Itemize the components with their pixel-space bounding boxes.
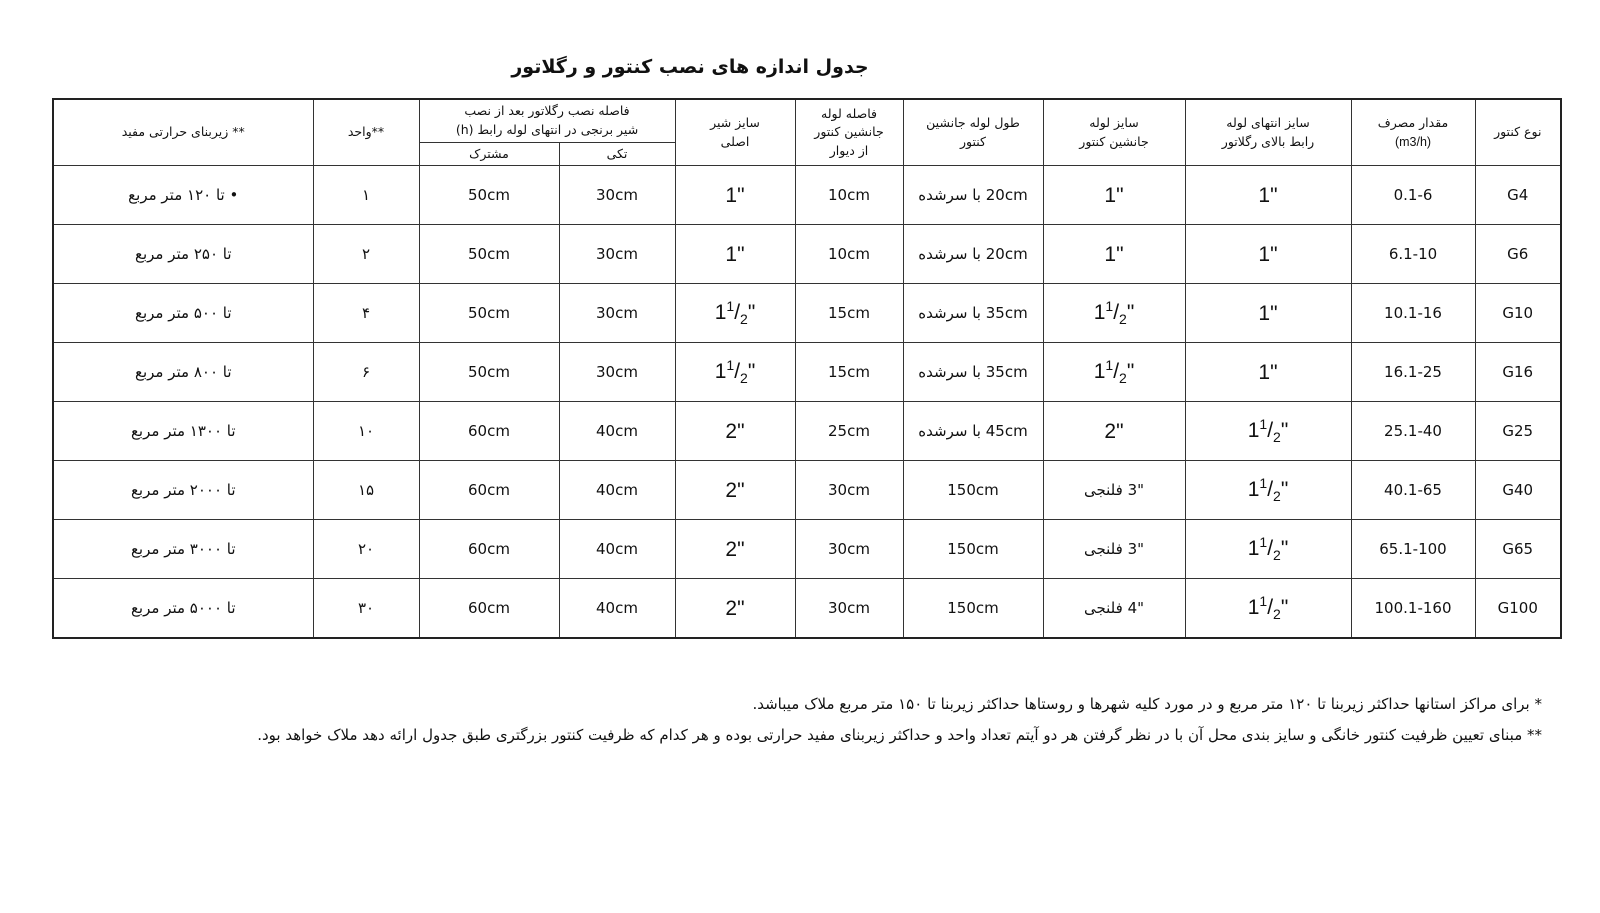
cell-units: ۲ — [313, 225, 419, 284]
cell-area: تا ۲۵۰ متر مربع — [53, 225, 313, 284]
cell-single-distance: 40cm — [559, 579, 675, 639]
cell-substitute-pipe-size: $1^1/_2$" — [1043, 343, 1185, 402]
cell-substitute-pipe-length: 150cm — [903, 461, 1043, 520]
cell-substitute-pipe-length: 150cm — [903, 579, 1043, 639]
cell-units: ۱۵ — [313, 461, 419, 520]
cell-substitute-pipe-length: 150cm — [903, 520, 1043, 579]
cell-main-valve-size: 1" — [675, 225, 795, 284]
cell-consumption: 6.1-10 — [1351, 225, 1475, 284]
note-2: ** مبنای تعیین ظرفیت کنتور خانگی و سایز بندی محل آن با در نظر گرفتن هر دو آیتم تعداد واحد و حداکثر زیربنای مفید حرارتی بوده و هر کدام که ظرفیت کنتور بزرگتری طبق جدول ارائه دهد ملاک خواهد بود. — [257, 726, 1542, 745]
header-single: تکی — [559, 142, 675, 166]
cell-shared-distance: 50cm — [419, 343, 559, 402]
cell-regulator-pipe-size: 1" — [1185, 343, 1351, 402]
cell-substitute-pipe-length: 20cm با سرشده — [903, 225, 1043, 284]
cell-wall-distance: 15cm — [795, 284, 903, 343]
cell-shared-distance: 50cm — [419, 166, 559, 225]
cell-consumption: 40.1-65 — [1351, 461, 1475, 520]
cell-substitute-pipe-size: "4 فلنجی — [1043, 579, 1185, 639]
cell-single-distance: 30cm — [559, 343, 675, 402]
header-shared: مشترک — [419, 142, 559, 166]
cell-regulator-pipe-size: $1^1/_2$" — [1185, 579, 1351, 639]
header-meter-type: نوع کنتور — [1475, 99, 1561, 166]
table-row — [53, 579, 1561, 639]
cell-units: ۱ — [313, 166, 419, 225]
note-1: * برای مراکز استانها حداکثر زیربنا تا ۱۲۰ متر مربع و در مورد کلیه شهرها و روستاها حداکثر زیربنا تا ۱۵۰ متر مربع ملاک میباشد. — [752, 695, 1542, 713]
cell-area: تا ۵۰۰ متر مربع — [53, 284, 313, 343]
cell-single-distance: 30cm — [559, 166, 675, 225]
cell-regulator-pipe-size: 1" — [1185, 225, 1351, 284]
cell-regulator-pipe-size: 1" — [1185, 284, 1351, 343]
cell-consumption: 100.1-160 — [1351, 579, 1475, 639]
cell-regulator-pipe-size: 1" — [1185, 166, 1351, 225]
cell-wall-distance: 15cm — [795, 343, 903, 402]
cell-substitute-pipe-length: 35cm با سرشده — [903, 284, 1043, 343]
cell-substitute-pipe-size: 1" — [1043, 225, 1185, 284]
cell-substitute-pipe-size: "3 فلنجی — [1043, 520, 1185, 579]
cell-wall-distance: 25cm — [795, 402, 903, 461]
header-main-valve-size: سایز شیر اصلی — [675, 99, 795, 166]
cell-consumption: 25.1-40 — [1351, 402, 1475, 461]
cell-regulator-pipe-size: $1^1/_2$" — [1185, 461, 1351, 520]
cell-area: تا ۱۳۰۰ متر مربع — [53, 402, 313, 461]
cell-wall-distance: 10cm — [795, 225, 903, 284]
header-substitute-pipe-size: سایز لوله جانشین کنتور — [1043, 99, 1185, 166]
cell-single-distance: 30cm — [559, 225, 675, 284]
cell-substitute-pipe-length: 45cm با سرشده — [903, 402, 1043, 461]
cell-consumption: 16.1-25 — [1351, 343, 1475, 402]
header-row-1 — [53, 99, 1561, 142]
meter-installation-table — [52, 98, 1562, 639]
cell-meter-type: G10 — [1475, 284, 1561, 343]
cell-wall-distance: 30cm — [795, 461, 903, 520]
cell-units: ۴ — [313, 284, 419, 343]
cell-substitute-pipe-size: "3 فلنجی — [1043, 461, 1185, 520]
cell-meter-type: G6 — [1475, 225, 1561, 284]
cell-area: • تا ۱۲۰ متر مربع — [53, 166, 313, 225]
cell-substitute-pipe-size: $1^1/_2$" — [1043, 284, 1185, 343]
cell-units: ۱۰ — [313, 402, 419, 461]
cell-area: تا ۳۰۰۰ متر مربع — [53, 520, 313, 579]
notes — [82, 690, 1542, 753]
header-substitute-pipe-length: طول لوله جانشین کنتور — [903, 99, 1043, 166]
header-area: ** زیربنای حرارتی مفید — [53, 99, 313, 166]
cell-meter-type: G100 — [1475, 579, 1561, 639]
cell-units: ۲۰ — [313, 520, 419, 579]
table-row — [53, 520, 1561, 579]
table-row — [53, 225, 1561, 284]
cell-substitute-pipe-size: 2" — [1043, 402, 1185, 461]
cell-area: تا ۸۰۰ متر مربع — [53, 343, 313, 402]
cell-units: ۶ — [313, 343, 419, 402]
cell-main-valve-size: 2" — [675, 402, 795, 461]
cell-main-valve-size: $1^1/_2$" — [675, 284, 795, 343]
cell-single-distance: 40cm — [559, 402, 675, 461]
cell-main-valve-size: 2" — [675, 461, 795, 520]
header-regulator-distance: فاصله نصب رگلاتور بعد از نصب شیر برنجی در انتهای لوله رابط (h) — [419, 99, 675, 142]
cell-meter-type: G16 — [1475, 343, 1561, 402]
cell-shared-distance: 50cm — [419, 225, 559, 284]
cell-regulator-pipe-size: $1^1/_2$" — [1185, 402, 1351, 461]
cell-consumption: 10.1-16 — [1351, 284, 1475, 343]
cell-single-distance: 30cm — [559, 284, 675, 343]
cell-shared-distance: 60cm — [419, 402, 559, 461]
cell-main-valve-size: 2" — [675, 579, 795, 639]
cell-shared-distance: 50cm — [419, 284, 559, 343]
page-title: جدول اندازه های نصب کنتور و رگلاتور — [511, 56, 869, 78]
header-units: **واحد — [313, 99, 419, 166]
cell-meter-type: G4 — [1475, 166, 1561, 225]
header-consumption: مقدار مصرف (m3/h) — [1351, 99, 1475, 166]
cell-single-distance: 40cm — [559, 520, 675, 579]
table-row — [53, 166, 1561, 225]
cell-shared-distance: 60cm — [419, 461, 559, 520]
cell-single-distance: 40cm — [559, 461, 675, 520]
cell-meter-type: G40 — [1475, 461, 1561, 520]
cell-area: تا ۲۰۰۰ متر مربع — [53, 461, 313, 520]
header-regulator-pipe-size: سایز انتهای لوله رابط بالای رگلاتور — [1185, 99, 1351, 166]
cell-substitute-pipe-size: 1" — [1043, 166, 1185, 225]
cell-main-valve-size: $1^1/_2$" — [675, 343, 795, 402]
cell-meter-type: G65 — [1475, 520, 1561, 579]
cell-units: ۳۰ — [313, 579, 419, 639]
cell-regulator-pipe-size: $1^1/_2$" — [1185, 520, 1351, 579]
cell-area: تا ۵۰۰۰ متر مربع — [53, 579, 313, 639]
cell-substitute-pipe-length: 35cm با سرشده — [903, 343, 1043, 402]
cell-main-valve-size: 1" — [675, 166, 795, 225]
table-row — [53, 284, 1561, 343]
header-wall-distance: فاصله لوله جانشین کنتور از دیوار — [795, 99, 903, 166]
cell-consumption: 0.1-6 — [1351, 166, 1475, 225]
cell-wall-distance: 30cm — [795, 520, 903, 579]
cell-meter-type: G25 — [1475, 402, 1561, 461]
cell-shared-distance: 60cm — [419, 579, 559, 639]
cell-substitute-pipe-length: 20cm با سرشده — [903, 166, 1043, 225]
cell-consumption: 65.1-100 — [1351, 520, 1475, 579]
table-body — [53, 166, 1561, 639]
table-row — [53, 461, 1561, 520]
cell-main-valve-size: 2" — [675, 520, 795, 579]
cell-wall-distance: 10cm — [795, 166, 903, 225]
cell-wall-distance: 30cm — [795, 579, 903, 639]
table-row — [53, 343, 1561, 402]
cell-shared-distance: 60cm — [419, 520, 559, 579]
table-row — [53, 402, 1561, 461]
